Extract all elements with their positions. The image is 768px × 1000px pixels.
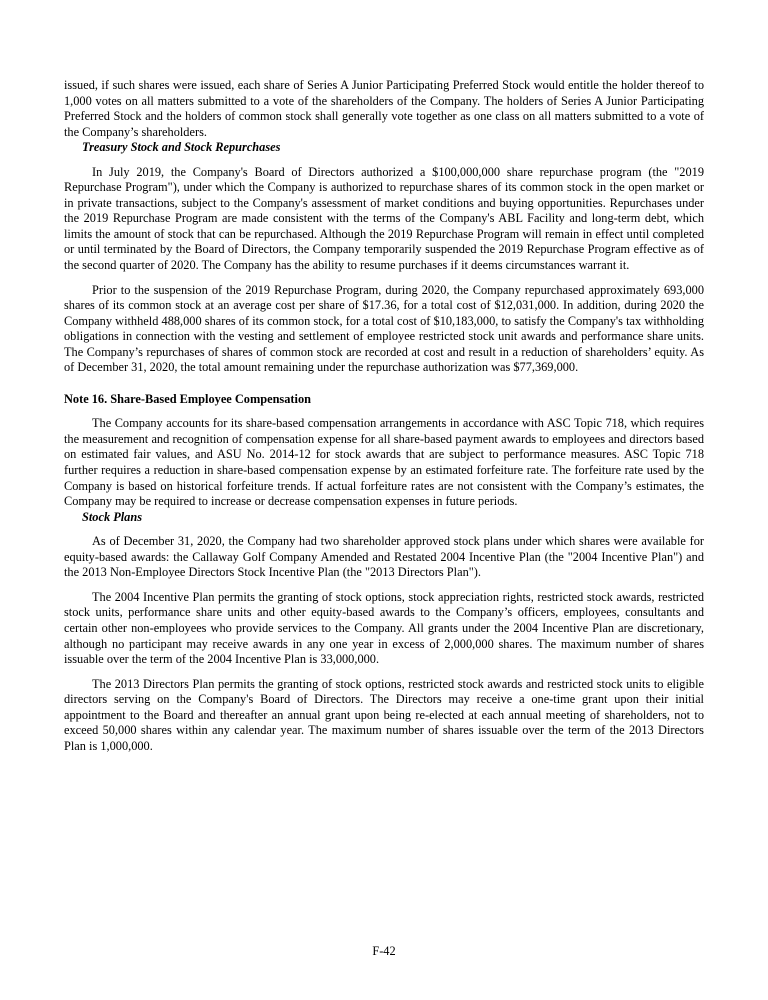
share-based-compensation-paragraph: The Company accounts for its share-based compensation arrangements in accordance with ASC Topic 718, which requires the measurement and recognition of compensation expense for all share-based payment awards to employees and directors based on estimated fair values, and ASU No. 2014-12 for stock awards that are subject to performance measures. ASC Topic 718 further requires a reduction in share-based compensation expense by an estimated forfeiture rate. The forfeiture rate used by the Company is based on historical forfeiture trends. If actual forfeiture rates are not consistent with the Company’s estimates, the Company may be required to increase or decrease compensation expenses in future periods. <box>64 416 704 509</box>
directors-plan-2013-paragraph: The 2013 Directors Plan permits the granting of stock options, restricted stock awards and restricted stock units to eligible directors serving on the Company's Board of Directors. The Directors may receive a one-time grant upon their initial appointment to the Board and thereafter an annual grant upon being re-elected at each annual meeting of shareholders, not to exceed 50,000 shares within any calendar year. The maximum number of shares issuable over the term of the 2013 Directors Plan is 1,000,000. <box>64 676 704 753</box>
stock-plans-heading: Stock Plans <box>82 509 143 524</box>
note-16-heading: Note 16. Share-Based Employee Compensation <box>64 391 311 406</box>
treasury-stock-heading: Treasury Stock and Stock Repurchases <box>82 140 281 155</box>
continuation-paragraph: issued, if such shares were issued, each share of Series A Junior Participating Preferred Stock would entitle the holder thereof to 1,000 votes on all matters submitted to a vote of the shareholders of the Company. The holders of Series A Junior Participating Preferred Stock and the holders of common stock shall generally vote together as one class on all matters submitted to a vote of the Company’s shareholders. <box>64 78 704 139</box>
incentive-plan-2004-paragraph: The 2004 Incentive Plan permits the granting of stock options, stock appreciation rights, restricted stock awards, restricted stock units, performance share units and other equity-based awards to the Company’s officers, employees, consultants and certain other non-employees who provide services to the Company. All grants under the 2004 Incentive Plan are discretionary, although no participant may receive awards in any one year in excess of 2,000,000 shares. The maximum number of shares issuable over the term of the 2004 Incentive Plan is 33,000,000. <box>64 589 704 667</box>
page-number: F-42 <box>372 944 396 958</box>
document-page <box>64 78 704 754</box>
repurchase-activity-paragraph: Prior to the suspension of the 2019 Repurchase Program, during 2020, the Company repurchased approximately 693,000 shares of its common stock at an average cost per share of $17.36, for a total cost of $12,031,000. In addition, during 2020 the Company withheld 488,000 shares of its common stock, for a total cost of $10,183,000, to satisfy the Company's tax withholding obligations in connection with the vesting and settlement of employee restricted stock unit awards and performance share units. The Company’s repurchases of shares of common stock are recorded at cost and result in a reduction of shareholders’ equity. As of December 31, 2020, the total amount remaining under the repurchase authorization was $77,369,000. <box>64 282 704 375</box>
repurchase-program-paragraph: In July 2019, the Company's Board of Directors authorized a $100,000,000 share repurchase program (the "2019 Repurchase Program"), under which the Company is authorized to repurchase shares of its common stock in the open market or in private transactions, subject to the Company's assessment of market conditions and buying opportunities. Repurchases under the 2019 Repurchase Program are made consistent with the terms of the Company's ABL Facility and long-term debt, which limits the amount of stock that can be repurchased. Although the 2019 Repurchase Program will remain in effect until completed or until terminated by the Board of Directors, the Company temporarily suspended the 2019 Repurchase Program effective as of the second quarter of 2020. The Company has the ability to resume purchases if it deems circumstances warrant it. <box>64 164 704 273</box>
stock-plans-overview-paragraph: As of December 31, 2020, the Company had two shareholder approved stock plans under which shares were available for equity-based awards: the Callaway Golf Company Amended and Restated 2004 Incentive Plan (the "2004 Incentive Plan") and the 2013 Non-Employee Directors Stock Incentive Plan (the "2013 Directors Plan"). <box>64 534 704 580</box>
